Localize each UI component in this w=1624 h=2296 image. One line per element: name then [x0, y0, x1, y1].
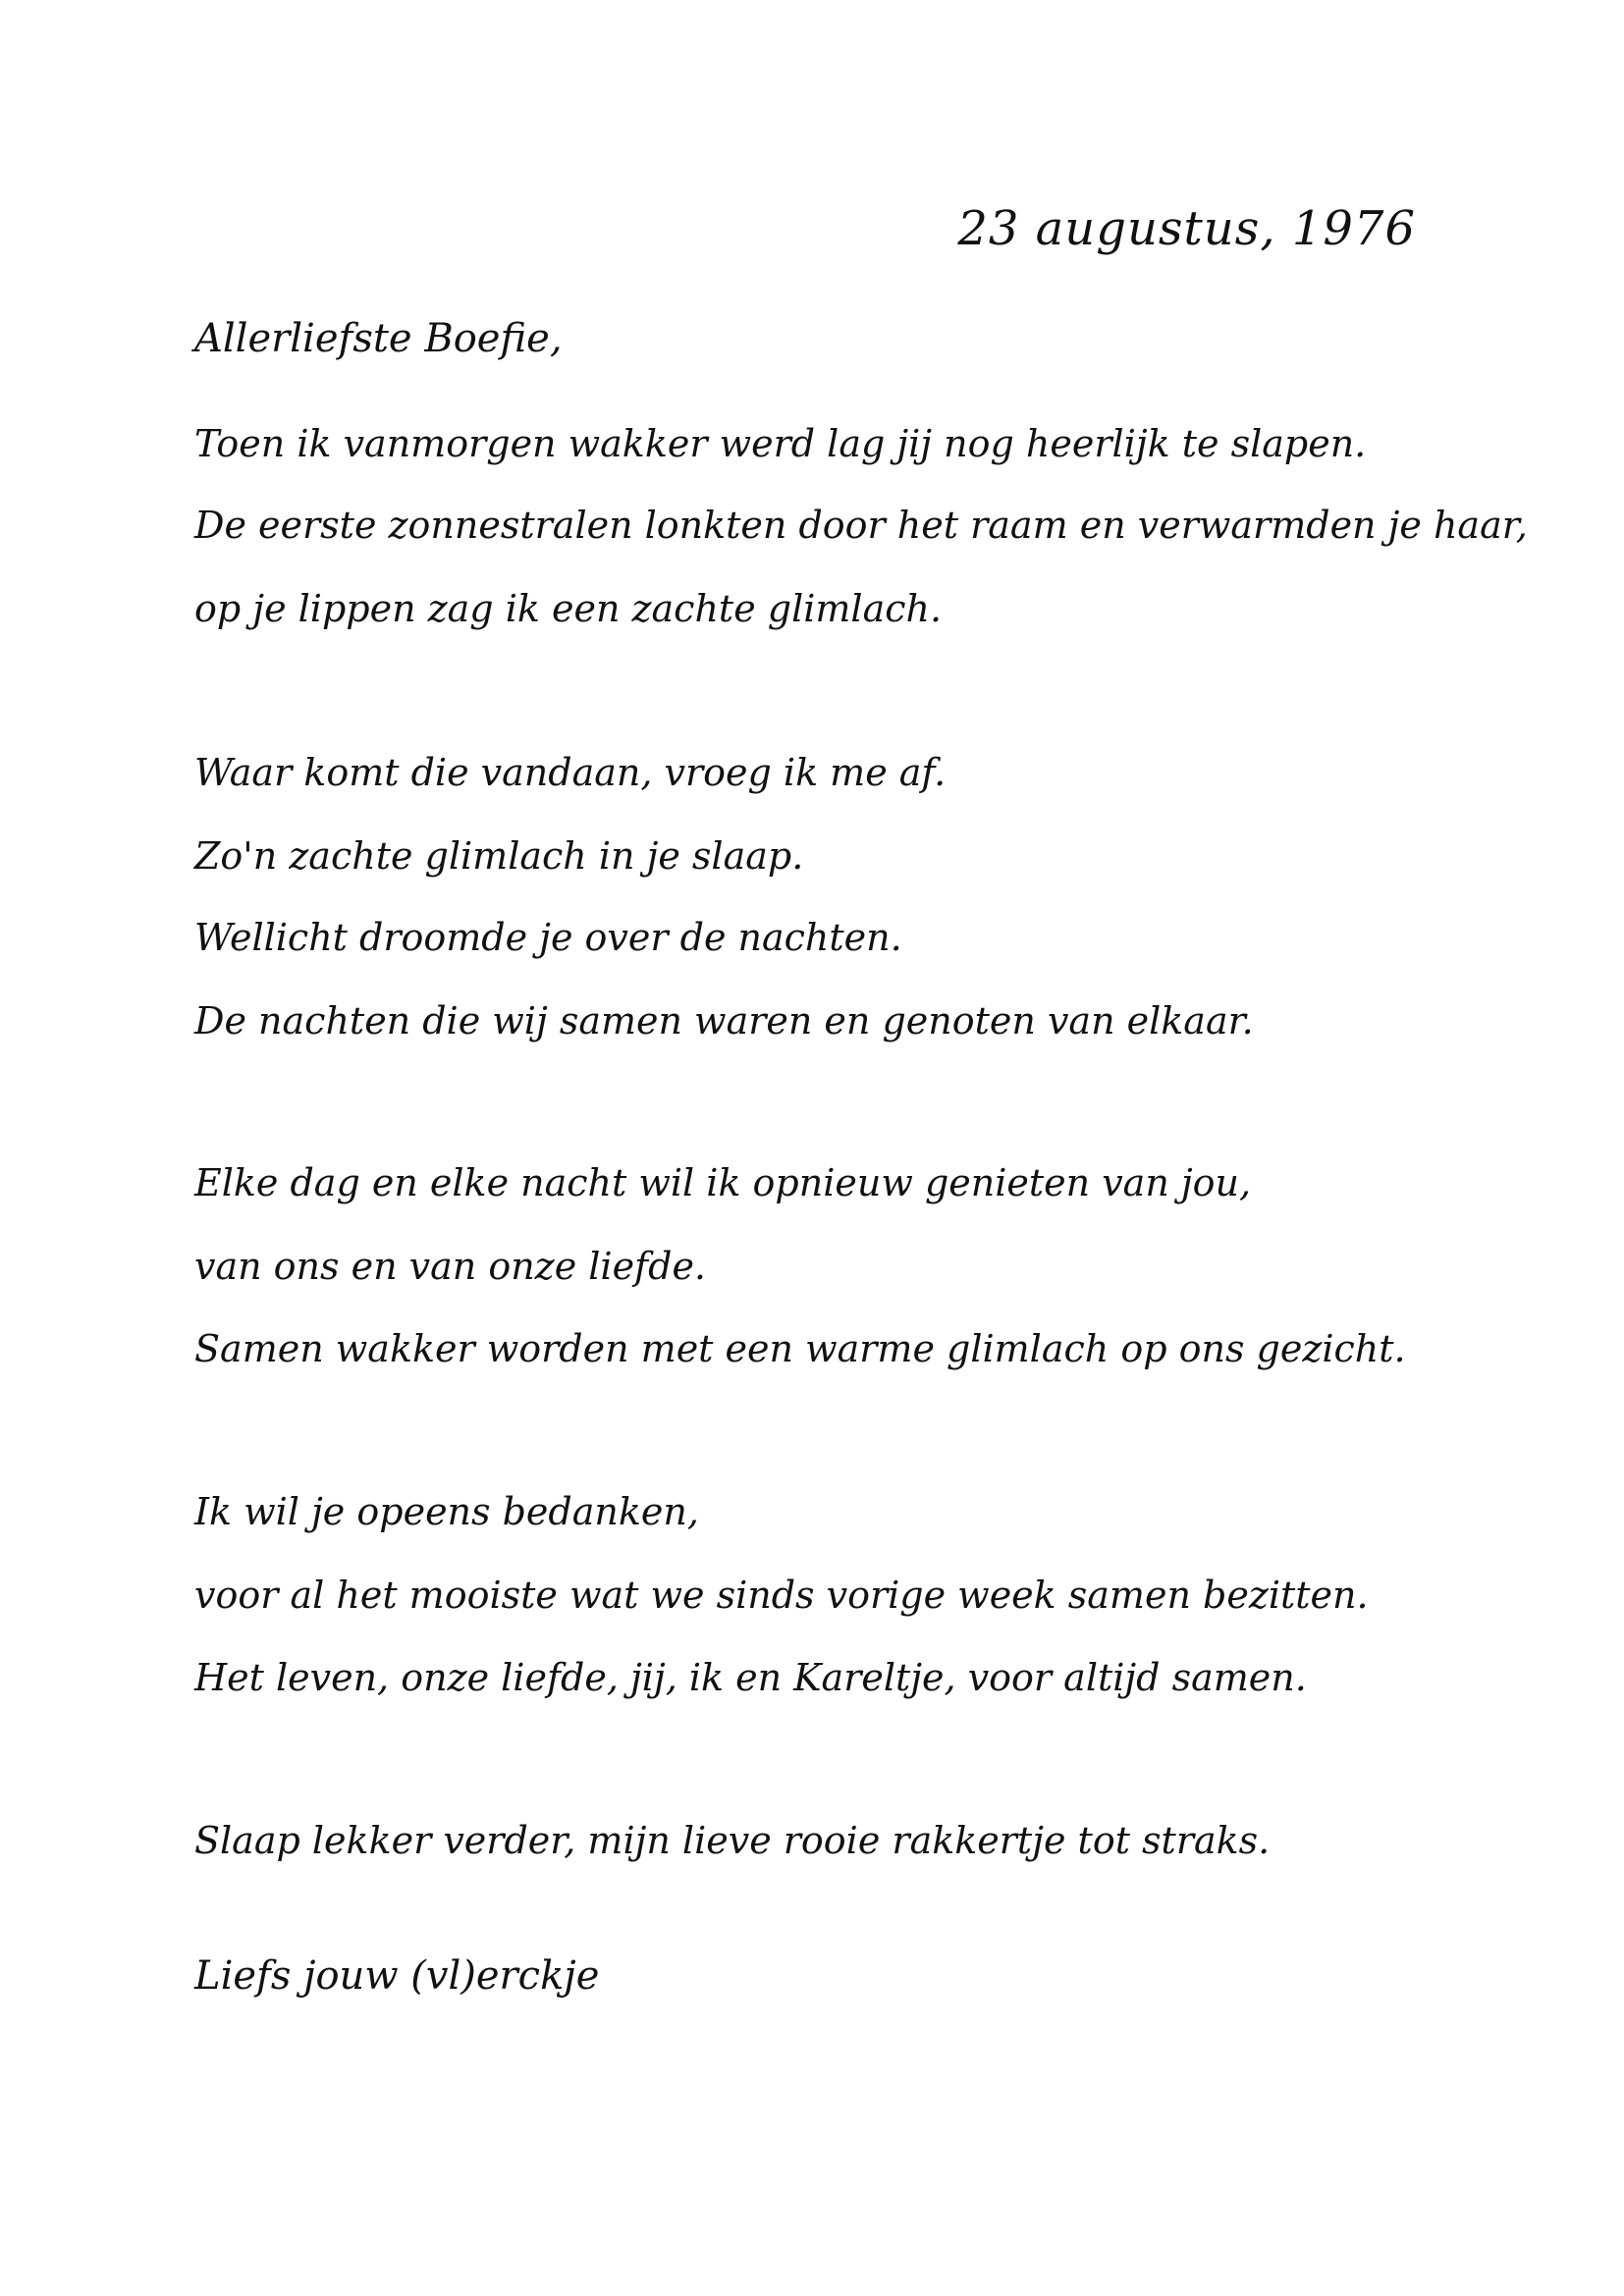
letter-closing: Slaap lekker verder, mijn lieve rooie rakkertje tot straks. — [194, 1819, 1271, 1862]
stanza3-line2: van ons en van onze liefde. — [194, 1245, 707, 1288]
stanza2-line2: Zo'n zachte glimlach in je slaap. — [194, 834, 804, 878]
stanza4-line3: Het leven, onze liefde, jij, ik en Kareltje, voor altijd samen. — [194, 1656, 1307, 1699]
stanza2-line4: De nachten die wij samen waren en genoten van elkaar. — [194, 999, 1254, 1042]
letter-date: 23 augustus, 1976 — [957, 201, 1416, 256]
stanza1-line3: op je lippen zag ik een zachte glimlach. — [194, 587, 943, 630]
stanza3-line1: Elke dag en elke nacht wil ik opnieuw genieten van jou, — [194, 1161, 1252, 1204]
stanza4-line1: Ik wil je opeens bedanken, — [194, 1490, 699, 1533]
letter-signature: Liefs jouw (vl)erckje — [194, 1953, 600, 1999]
stanza4-line2: voor al het mooiste wat we sinds vorige week samen bezitten. — [194, 1574, 1369, 1617]
stanza1-line2: De eerste zonnestralen lonkten door het raam en verwarmden je haar, — [194, 504, 1528, 547]
stanza3-line3: Samen wakker worden met een warme glimlach op ons gezicht. — [194, 1327, 1406, 1370]
stanza2-line1: Waar komt die vandaan, vroeg ik me af. — [194, 751, 947, 794]
stanza1-line1: Toen ik vanmorgen wakker werd lag jij nog heerlijk te slapen. — [194, 422, 1367, 465]
letter-greeting: Allerliefste Boefie, — [194, 316, 563, 361]
stanza2-line3: Wellicht droomde je over de nachten. — [194, 916, 902, 959]
